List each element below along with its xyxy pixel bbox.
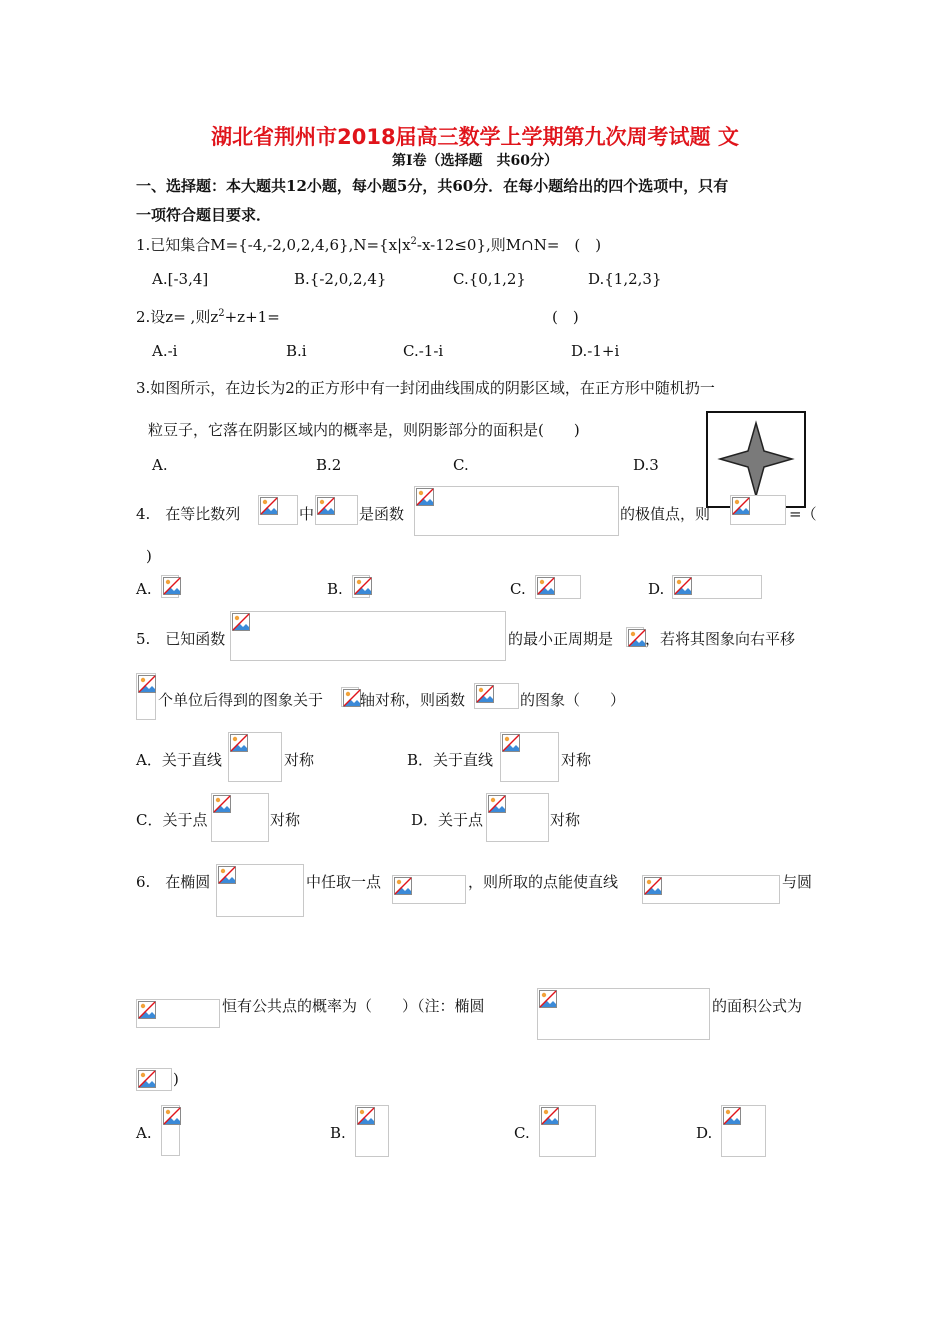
q5-text-5: 轴对称，则函数 [360, 691, 466, 709]
broken-image-glyph [163, 1107, 181, 1125]
broken-image-glyph [674, 577, 692, 595]
question-3-line2: 粒豆子，它落在阴影区域内的概率是，则阴影部分的面积是( ) [148, 421, 580, 439]
q6-text-2: 中任取一点 [306, 873, 382, 891]
q1-option-b: B.{-2,0,2,4} [294, 270, 387, 288]
broken-image-icon [474, 683, 519, 709]
broken-image-icon [672, 575, 762, 599]
q5-text-2: 的最小正周期是 [508, 630, 614, 648]
q5-option-c-suffix: 对称 [270, 811, 301, 829]
q2-stem-a: 2.设z= ,则z [136, 308, 219, 326]
q5-option-a-suffix: 对称 [284, 751, 315, 769]
broken-image-icon [730, 495, 786, 525]
broken-image-icon [392, 875, 466, 904]
broken-image-icon [341, 687, 359, 707]
q6-option-b: B. [330, 1124, 346, 1142]
broken-image-glyph [232, 613, 250, 631]
broken-image-glyph [628, 629, 646, 647]
four-point-star-shape [708, 413, 804, 506]
broken-image-glyph [502, 734, 520, 752]
q6-text-6: 的面积公式为 [712, 997, 803, 1015]
broken-image-icon [161, 575, 179, 598]
q2-option-c: C.-1-i [403, 342, 444, 360]
q3-option-d: D.3 [633, 456, 659, 474]
star-figure [706, 411, 806, 508]
q6-text-3: ，则所取的点能使直线 [468, 873, 619, 891]
q4-option-a: A. [136, 580, 152, 598]
q6-option-a: A. [136, 1124, 152, 1142]
broken-image-icon [258, 495, 298, 525]
q6-option-d: D. [696, 1124, 713, 1142]
broken-image-icon [721, 1105, 766, 1157]
q4-text-1: 4. 在等比数列 [136, 505, 241, 523]
broken-image-icon [136, 1068, 172, 1091]
broken-image-icon [211, 793, 269, 842]
section-heading: 第I卷（选择题 共60分） [391, 153, 559, 169]
q4-option-b: B. [327, 580, 343, 598]
q4-option-c: C. [510, 580, 526, 598]
q2-option-b: B.i [286, 342, 307, 360]
broken-image-glyph [537, 577, 555, 595]
q4-text-5: =（ [789, 505, 817, 523]
broken-image-icon [136, 999, 220, 1028]
broken-image-icon [136, 673, 156, 720]
broken-image-glyph [354, 577, 372, 595]
broken-image-glyph [476, 685, 494, 703]
broken-image-glyph [138, 1001, 156, 1019]
broken-image-icon [626, 627, 644, 647]
q3-option-b: B.2 [316, 456, 342, 474]
q6-text-5: 恒有公共点的概率为（ ）（注：椭圆 [222, 997, 485, 1015]
q4-close-paren: ) [146, 547, 152, 565]
q4-text-3: 是函数 [359, 505, 405, 523]
broken-image-icon [500, 732, 559, 782]
q6-option-c: C. [514, 1124, 530, 1142]
broken-image-glyph [394, 877, 412, 895]
q2-stem-sup: 2 [218, 308, 225, 319]
broken-image-glyph [723, 1107, 741, 1125]
q4-text-4: 的极值点，则 [620, 505, 711, 523]
q2-answer-paren: ( ) [552, 308, 579, 326]
section-instructions-line2: 一项符合题目要求． [136, 206, 272, 224]
q6-text-4: 与圆 [782, 873, 813, 891]
broken-image-icon [230, 611, 506, 661]
broken-image-glyph [539, 990, 557, 1008]
broken-image-glyph [138, 1070, 156, 1088]
broken-image-glyph [218, 866, 236, 884]
broken-image-icon [355, 1105, 389, 1157]
q6-close-paren: ) [173, 1070, 179, 1088]
broken-image-glyph [260, 497, 278, 515]
q1-option-a: A.[-3,4] [152, 270, 209, 288]
q1-stem-sup: 2 [410, 236, 417, 247]
document-title: 湖北省荆州市2018届高三数学上学期第九次周考试题 文 [211, 125, 739, 149]
broken-image-icon [486, 793, 549, 842]
broken-image-glyph [644, 877, 662, 895]
broken-image-icon [539, 1105, 596, 1157]
q5-option-d-suffix: 对称 [550, 811, 581, 829]
broken-image-icon [216, 864, 304, 917]
question-1-stem [136, 234, 601, 255]
q1-stem-b: -x-12≤0},则M∩N= ( ) [416, 236, 602, 254]
broken-image-icon [537, 988, 710, 1040]
q5-option-b-suffix: 对称 [561, 751, 592, 769]
question-3-line1: 3.如图所示，在边长为2的正方形中有一封闭曲线围成的阴影区域，在正方形中随机扔一 [136, 379, 715, 397]
q2-option-a: A.-i [152, 342, 178, 360]
broken-image-glyph [230, 734, 248, 752]
q2-option-d: D.-1+i [571, 342, 620, 360]
broken-image-icon [228, 732, 282, 782]
q5-option-c: C．关于点 [136, 811, 208, 829]
broken-image-glyph [416, 488, 434, 506]
broken-image-glyph [138, 675, 156, 693]
question-2-stem [136, 306, 280, 327]
q3-option-c: C. [453, 456, 469, 474]
q1-option-c: C.{0,1,2} [453, 270, 526, 288]
q4-option-d: D. [648, 580, 665, 598]
q5-text-3: ，若将其图象向右平移 [645, 630, 796, 648]
q5-text-1: 5. 已知函数 [136, 630, 226, 648]
q5-option-b: B．关于直线 [407, 751, 494, 769]
broken-image-glyph [357, 1107, 375, 1125]
broken-image-glyph [343, 689, 361, 707]
broken-image-glyph [488, 795, 506, 813]
broken-image-icon [535, 575, 581, 599]
broken-image-glyph [213, 795, 231, 813]
q5-option-d: D．关于点 [411, 811, 484, 829]
broken-image-icon [161, 1105, 180, 1156]
q5-option-a: A．关于直线 [136, 751, 222, 769]
broken-image-icon [352, 575, 370, 598]
q1-stem-a: 1.已知集合M={-4,-2,0,2,4,6},N={x|x [136, 236, 411, 254]
broken-image-glyph [317, 497, 335, 515]
q6-text-1: 6. 在椭圆 [136, 873, 211, 891]
broken-image-glyph [732, 497, 750, 515]
broken-image-icon [315, 495, 358, 525]
q3-option-a: A. [152, 456, 168, 474]
section-instructions-line1: 一、选择题：本大题共12小题，每小题5分，共60分．在每小题给出的四个选项中，只有 [136, 177, 729, 195]
broken-image-glyph [541, 1107, 559, 1125]
q1-option-d: D.{1,2,3} [588, 270, 662, 288]
q4-text-2: 中 [299, 505, 315, 523]
q5-text-4: 个单位后得到的图象关于 [158, 691, 324, 709]
broken-image-icon [642, 875, 780, 904]
q5-text-6: 的图象（ ） [520, 691, 626, 709]
broken-image-icon [414, 486, 619, 536]
q2-stem-b: +z+1= [224, 308, 280, 326]
broken-image-glyph [163, 577, 181, 595]
